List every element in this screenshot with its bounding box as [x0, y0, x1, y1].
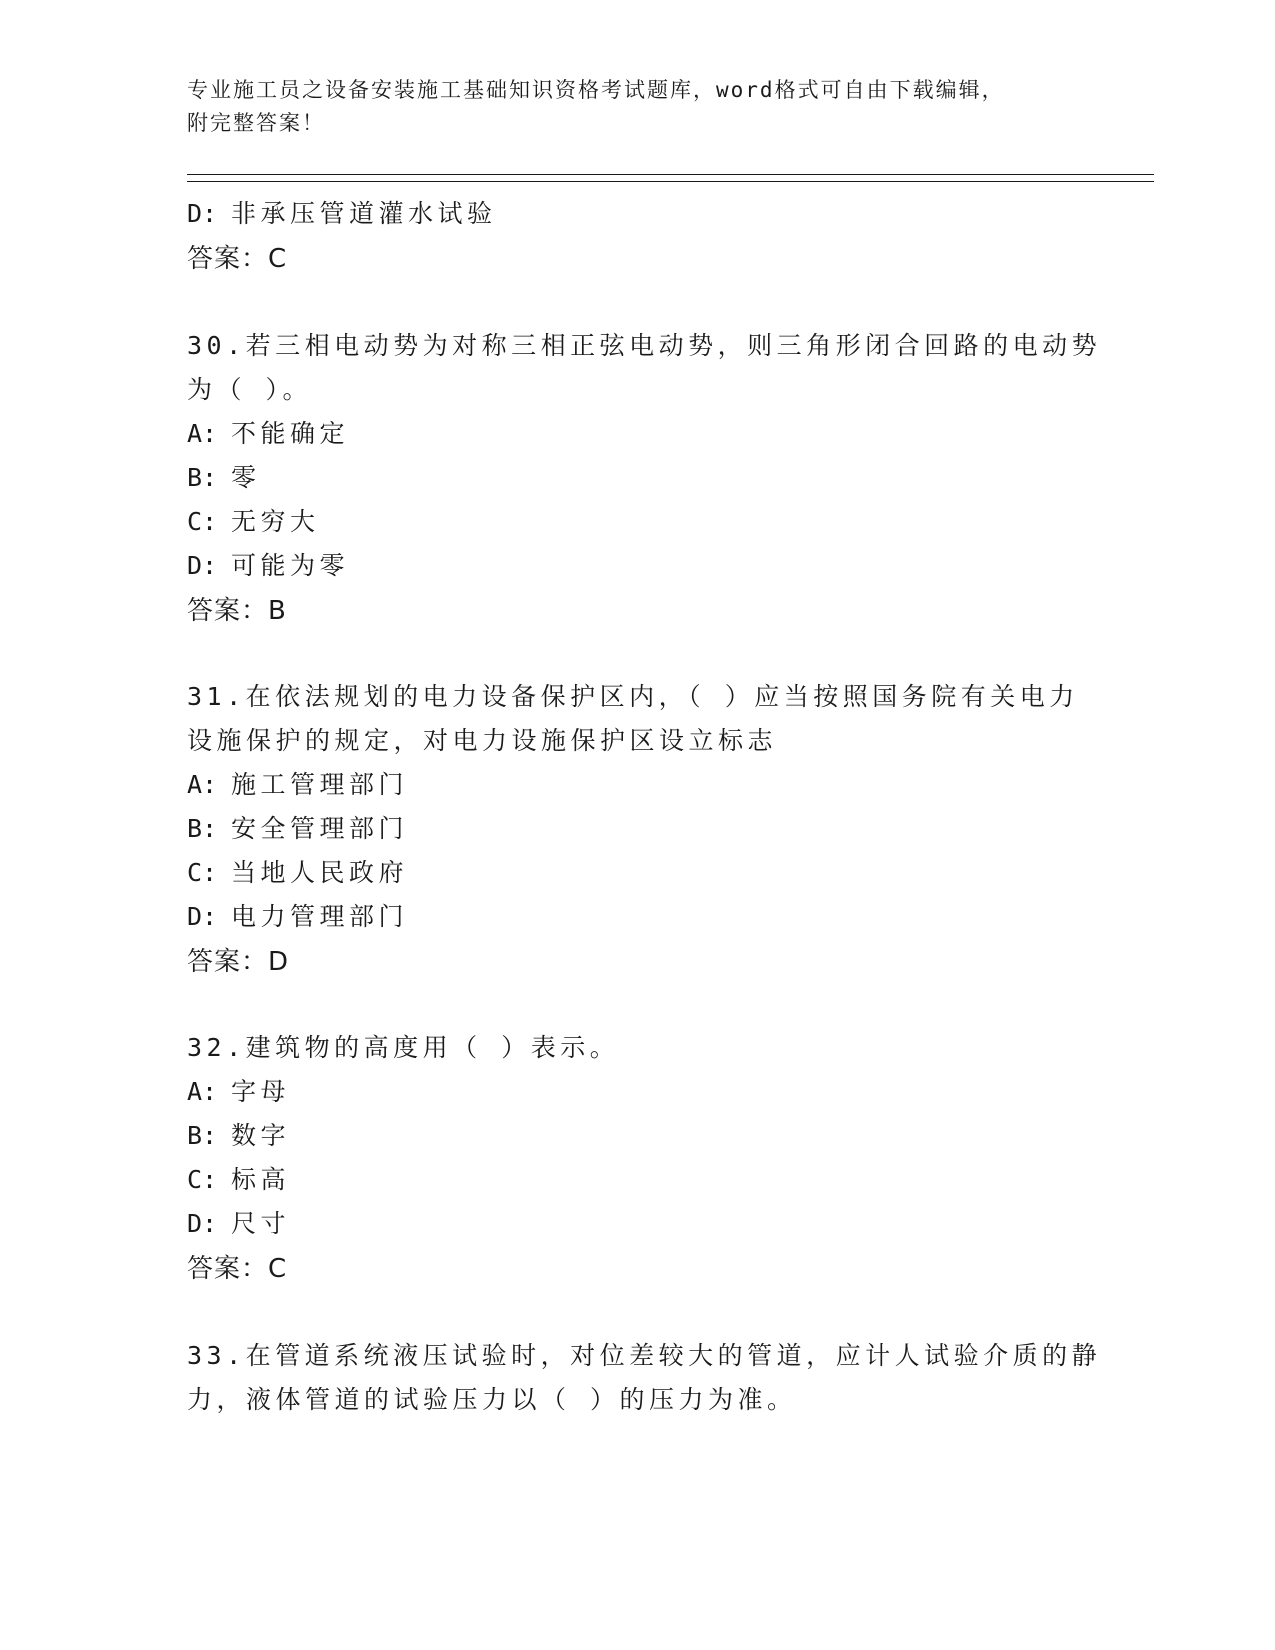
option-key: D: [187, 902, 218, 931]
header-line-2: 附完整答案！ [187, 111, 325, 135]
option-key: A: [187, 419, 218, 448]
option-key: D: [187, 551, 218, 580]
question-31-option-b [187, 809, 408, 845]
option-key: A: [187, 770, 218, 799]
option-text: 施工管理部门 [231, 770, 409, 799]
document-header [187, 74, 1087, 140]
header-divider-bottom [187, 181, 1154, 182]
question-32-option-b [187, 1116, 290, 1152]
question-32-option-a [187, 1072, 290, 1108]
header-line-1: 专业施工员之设备安装施工基础知识资格考试题库，word格式可自由下载编辑， [187, 78, 1005, 102]
question-31-stem-line-2: 设施保护的规定，对电力设施保护区设立标志 [187, 726, 778, 755]
question-31-stem-line-1: 31.在依法规划的电力设备保护区内，（ ）应当按照国务院有关电力 [187, 682, 1079, 711]
question-32-answer: 答案：C [187, 1254, 288, 1284]
option-d [187, 194, 497, 230]
question-30-option-a [187, 414, 349, 450]
header-divider-top [187, 174, 1154, 175]
option-key: B: [187, 463, 218, 492]
option-key: D: [187, 199, 218, 228]
option-text: 安全管理部门 [231, 814, 409, 843]
option-key: B: [187, 814, 218, 843]
question-32-stem-line-1: 32.建筑物的高度用（ ）表示。 [187, 1033, 620, 1062]
question-31-option-a [187, 765, 408, 801]
option-text: 标高 [231, 1165, 291, 1194]
option-text: 数字 [231, 1121, 291, 1150]
answer-line: 答案：C [187, 244, 288, 274]
option-key: D: [187, 1209, 218, 1238]
option-key: B: [187, 1121, 218, 1150]
question-30-answer: 答案：B [187, 596, 287, 626]
option-key: A: [187, 1077, 218, 1106]
option-key: C: [187, 507, 218, 536]
question-30-option-b [187, 458, 261, 494]
question-32-option-c [187, 1160, 290, 1196]
question-30-stem-line-2: 为（ ）。 [187, 375, 313, 404]
question-31-answer: 答案：D [187, 947, 290, 977]
option-text: 零 [231, 463, 261, 492]
question-33-stem-line-2: 力，液体管道的试验压力以（ ）的压力为准。 [187, 1385, 797, 1414]
question-30-stem-line-1: 30.若三相电动势为对称三相正弦电动势，则三角形闭合回路的电动势 [187, 331, 1102, 360]
option-key: C: [187, 858, 218, 887]
option-text: 不能确定 [231, 419, 350, 448]
question-32-option-d [187, 1204, 290, 1240]
option-text: 尺寸 [231, 1209, 291, 1238]
question-30-option-d [187, 546, 349, 582]
option-key: C: [187, 1165, 218, 1194]
option-text: 非承压管道灌水试验 [231, 199, 497, 228]
question-30-option-c [187, 502, 320, 538]
option-text: 可能为零 [231, 551, 350, 580]
option-text: 无穷大 [231, 507, 320, 536]
option-text: 当地人民政府 [231, 858, 409, 887]
question-31-option-c [187, 853, 408, 889]
question-33-stem-line-1: 33.在管道系统液压试验时，对位差较大的管道，应计人试验介质的静 [187, 1341, 1102, 1370]
option-text: 字母 [231, 1077, 291, 1106]
option-text: 电力管理部门 [231, 902, 409, 931]
question-31-option-d [187, 897, 408, 933]
